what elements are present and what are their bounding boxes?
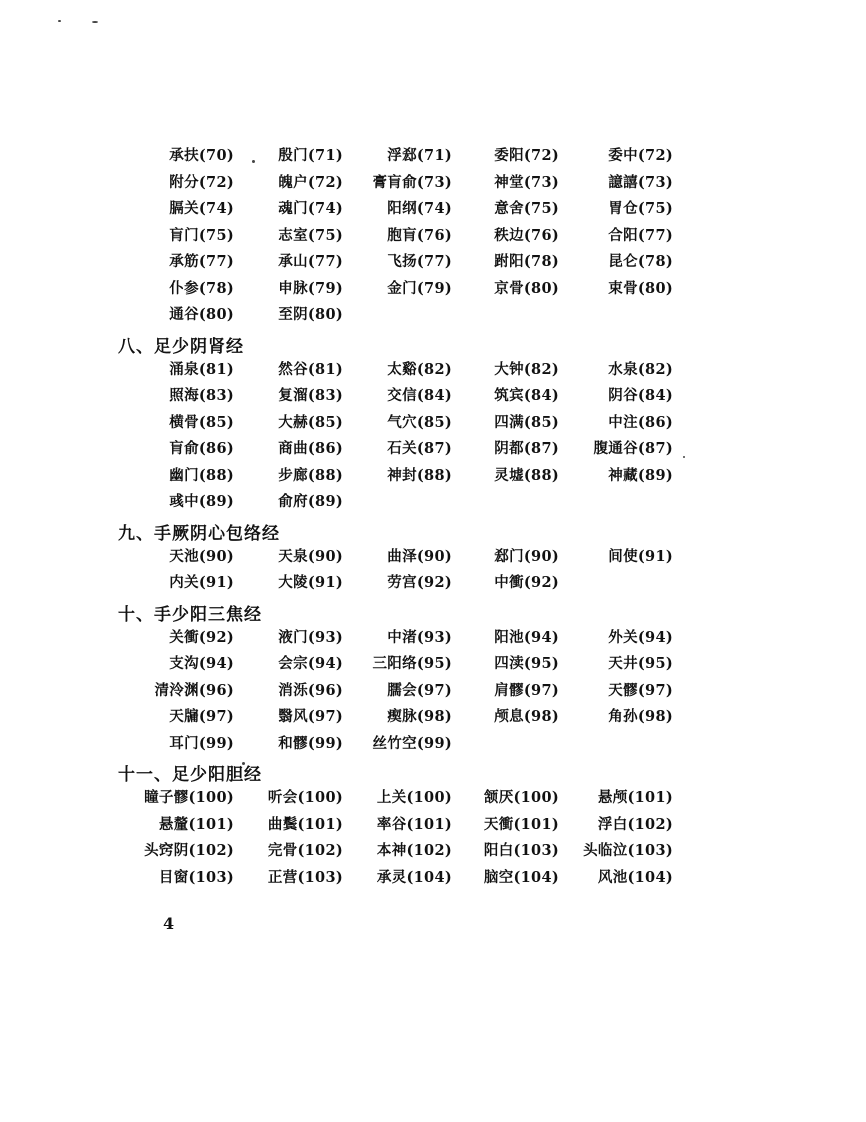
acupoint-entry: 魂门(74)	[278, 200, 343, 217]
acupoint-entry: 颅息(98)	[494, 708, 559, 725]
acupoint-entry: 然谷(81)	[278, 360, 343, 378]
acupoint-entry: 头临泣(103)	[583, 842, 673, 859]
acupoint-entry: 阴谷(84)	[608, 387, 673, 404]
acupoint-entry: 瞳子髎(100)	[144, 789, 234, 806]
acupoint-entry: 三阳络(95)	[372, 655, 452, 672]
acupoint-entry: 曲鬓(101)	[267, 815, 343, 833]
acupoint-entry: 率谷(101)	[376, 815, 452, 833]
acupoint-entry: 承筋(77)	[169, 253, 234, 270]
acupoint-entry: 委阳(72)	[494, 147, 559, 164]
acupoint-entry: 天池(90)	[169, 547, 234, 565]
acupoint-entry: 意舍(75)	[494, 200, 559, 217]
scan-speck	[92, 21, 98, 23]
acupoint-entry: 听会(100)	[267, 789, 343, 806]
acupoint-entry: 俞府(89)	[278, 493, 343, 510]
acupoint-entry: 金门(79)	[387, 279, 452, 297]
acupoint-entry: 肓俞(86)	[169, 440, 234, 457]
acupoint-entry: 天井(95)	[608, 655, 673, 672]
page-number: 4	[163, 914, 175, 933]
acupoint-entry: 角孙(98)	[608, 708, 673, 725]
acupoint-entry: 胞肓(76)	[387, 226, 452, 244]
acupoint-entry: 消泺(96)	[278, 681, 343, 699]
acupoint-entry: 承扶(70)	[169, 147, 234, 164]
acupoint-entry: 完骨(102)	[267, 842, 343, 859]
acupoint-entry: 大赫(85)	[278, 413, 343, 431]
acupoint-entry: 四满(85)	[494, 413, 559, 431]
acupoint-entry: 本神(102)	[376, 842, 452, 859]
acupoint-entry: 间使(91)	[608, 547, 673, 565]
acupoint-entry: 脑空(104)	[483, 868, 559, 886]
acupoint-entry: 清泠渊(96)	[154, 681, 234, 699]
acupoint-entry: 浮郄(71)	[387, 147, 452, 164]
acupoint-entry: 膏肓俞(73)	[372, 173, 452, 191]
acupoint-entry: 瘈脉(98)	[387, 708, 452, 725]
section-heading: 九、手厥阴心包络经	[118, 523, 280, 544]
acupoint-entry: 关衝(92)	[169, 628, 234, 646]
acupoint-entry: 天衝(101)	[483, 815, 559, 833]
acupoint-entry: 至阴(80)	[278, 306, 343, 323]
acupoint-entry: 风池(104)	[597, 868, 673, 886]
acupoint-entry: 秩边(76)	[494, 226, 559, 244]
acupoint-entry: 膈关(74)	[169, 200, 234, 217]
acupoint-entry: 大钟(82)	[494, 360, 559, 378]
acupoint-entry: 殷门(71)	[278, 147, 343, 164]
scan-speck	[58, 20, 61, 22]
acupoint-entry: 曲泽(90)	[387, 547, 452, 565]
acupoint-entry: 颔厌(100)	[483, 789, 559, 806]
acupoint-entry: 四渎(95)	[494, 655, 559, 672]
acupoint-entry: 灵墟(88)	[494, 466, 559, 484]
acupoint-entry: 耳门(99)	[169, 734, 234, 752]
section-heading: 十一、足少阳胆经	[118, 765, 262, 785]
acupoint-entry: 浮白(102)	[597, 815, 673, 833]
acupoint-entry: 束骨(80)	[608, 279, 673, 297]
acupoint-entry: 通谷(80)	[169, 306, 234, 323]
acupoint-entry: 神封(88)	[387, 466, 452, 484]
acupoint-entry: 胃仓(75)	[608, 200, 673, 217]
acupoint-entry: 跗阳(78)	[494, 253, 559, 270]
acupoint-entry: 申脉(79)	[278, 279, 343, 297]
acupoint-entry: 阴都(87)	[494, 440, 559, 457]
acupoint-entry: 承灵(104)	[376, 868, 452, 886]
acupoint-entry: 天牖(97)	[169, 708, 234, 725]
acupoint-entry: 阳纲(74)	[387, 200, 452, 217]
acupoint-entry: 复溜(83)	[278, 387, 343, 404]
acupoint-entry: 天泉(90)	[278, 547, 343, 565]
acupoint-entry: 委中(72)	[608, 147, 673, 164]
acupoint-entry: 神堂(73)	[494, 173, 559, 191]
acupoint-entry: 中注(86)	[608, 413, 673, 431]
acupoint-entry: 头窍阴(102)	[144, 842, 234, 859]
acupoint-entry: 悬颅(101)	[597, 789, 673, 806]
acupoint-entry: 附分(72)	[169, 173, 234, 191]
acupoint-entry: 和髎(99)	[278, 734, 343, 752]
acupoint-entry: 幽门(88)	[169, 466, 234, 484]
acupoint-entry: 譩譆(73)	[608, 173, 673, 191]
acupoint-entry: 腹通谷(87)	[593, 440, 673, 457]
acupoint-entry: 外关(94)	[608, 628, 673, 646]
acupoint-entry: 水泉(82)	[608, 360, 673, 378]
acupoint-entry: 阳白(103)	[483, 842, 559, 859]
acupoint-entry: 会宗(94)	[278, 655, 343, 672]
acupoint-entry: 横骨(85)	[169, 413, 234, 431]
acupoint-entry: 彧中(89)	[169, 493, 234, 510]
acupoint-entry: 志室(75)	[278, 226, 343, 244]
acupoint-entry: 液门(93)	[278, 628, 343, 646]
acupoint-entry: 合阳(77)	[608, 226, 673, 244]
acupoint-entry: 交信(84)	[387, 387, 452, 404]
acupoint-entry: 翳风(97)	[278, 708, 343, 725]
acupoint-entry: 飞扬(77)	[387, 253, 452, 270]
acupoint-entry: 步廊(88)	[278, 466, 343, 484]
acupoint-entry: 内关(91)	[169, 574, 234, 591]
acupoint-entry: 天髎(97)	[608, 681, 673, 699]
acupoint-entry: 中渚(93)	[387, 628, 452, 646]
acupoint-entry: 昆仑(78)	[608, 253, 673, 270]
acupoint-entry: 魄户(72)	[278, 173, 343, 191]
acupoint-entry: 照海(83)	[169, 387, 234, 404]
acupoint-entry: 太谿(82)	[387, 360, 452, 378]
acupoint-entry: 劳宫(92)	[387, 574, 452, 591]
scan-speck	[683, 456, 685, 458]
acupoint-entry: 丝竹空(99)	[372, 734, 452, 752]
acupoint-entry: 商曲(86)	[278, 440, 343, 457]
acupoint-entry: 神藏(89)	[608, 466, 673, 484]
section-heading: 八、足少阴肾经	[118, 336, 244, 357]
acupoint-entry: 中衝(92)	[494, 574, 559, 591]
acupoint-entry: 石关(87)	[387, 440, 452, 457]
acupoint-entry: 肩髎(97)	[494, 681, 559, 699]
acupoint-entry: 大陵(91)	[278, 574, 343, 591]
acupoint-entry: 正营(103)	[267, 868, 343, 886]
acupoint-entry: 阳池(94)	[494, 628, 559, 646]
acupoint-entry: 涌泉(81)	[169, 360, 234, 378]
acupoint-entry: 臑会(97)	[387, 681, 452, 699]
acupoint-entry: 支沟(94)	[169, 655, 234, 672]
acupoint-entry: 上关(100)	[376, 789, 452, 806]
acupoint-entry: 悬釐(101)	[158, 815, 234, 833]
acupoint-entry: 郄门(90)	[494, 547, 559, 565]
acupoint-entry: 承山(77)	[278, 253, 343, 270]
acupoint-entry: 仆参(78)	[169, 279, 234, 297]
acupoint-entry: 筑宾(84)	[494, 387, 559, 404]
acupoint-entry: 气穴(85)	[387, 413, 452, 431]
acupoint-entry: 肓门(75)	[169, 226, 234, 244]
acupoint-entry: 目窗(103)	[158, 868, 234, 886]
section-heading: 十、手少阳三焦经	[118, 604, 262, 625]
acupoint-entry: 京骨(80)	[494, 279, 559, 297]
